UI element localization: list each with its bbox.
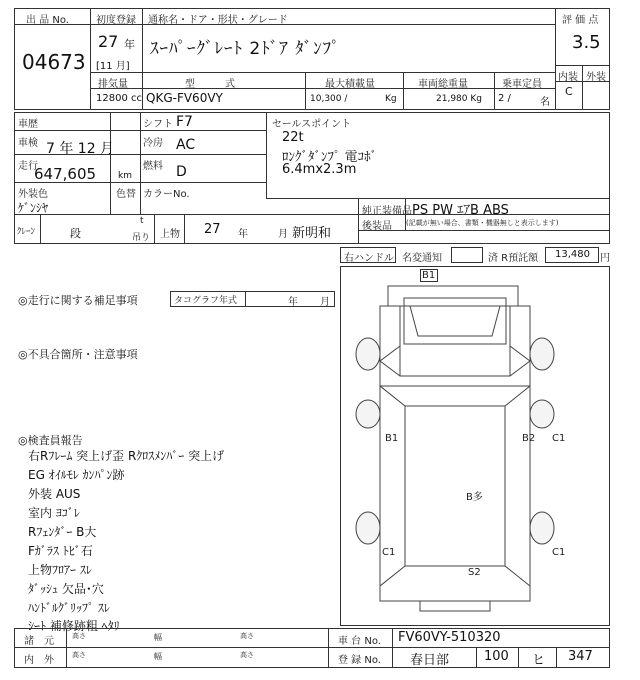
- recycle-yen: 円: [600, 253, 610, 264]
- reg-no-label: 登 録 No.: [338, 655, 381, 666]
- damage-mark: C1: [552, 547, 566, 558]
- inspector-line: EG ｵｲﾙﾓﾚ ｶﾝﾊﾟﾝ跡: [28, 468, 125, 482]
- footer-table: [14, 628, 610, 668]
- footer-h3: 高さ: [72, 651, 86, 659]
- footer-w2: 幅: [154, 652, 162, 661]
- name-label: 通称名・ドア・形状・グレード: [148, 15, 288, 26]
- inspector-title: ◎検査員報告: [18, 434, 83, 447]
- damage-mark: B多: [466, 492, 483, 503]
- driving-notes-title: ◎走行に関する補足事項: [18, 294, 138, 307]
- inspector-line: 室内 ﾖｺﾞﾚ: [28, 506, 80, 520]
- lot-number: 04673: [22, 50, 86, 74]
- capacity-unit: 名: [540, 97, 550, 108]
- inspector-line: 外装 AUS: [28, 487, 81, 501]
- gross-weight-value: 21,980 Kg: [436, 94, 482, 104]
- color-label: 外装色: [18, 189, 48, 200]
- sales-point-line-1: 22t: [282, 130, 304, 145]
- sales-point-line-2: ﾛﾝｸﾞﾀﾞﾝﾌﾟ 電ｺﾎﾞ: [282, 150, 378, 165]
- footer-w1: 幅: [154, 633, 162, 642]
- inspector-line: Rﾌｪﾝﾀﾞｰ B大: [28, 525, 97, 539]
- fuel-value: D: [176, 164, 187, 180]
- defects-title: ◎不具合箇所・注意事項: [18, 348, 138, 361]
- damage-mark: B2: [522, 433, 536, 444]
- inspection-value: 7 年 12 月: [46, 141, 115, 157]
- footer-row1-label: 諸 元: [24, 636, 54, 647]
- footer-row2-label: 内 外: [24, 655, 54, 666]
- name-change-box: [451, 247, 483, 263]
- capacity-label: 乗車定員: [502, 79, 542, 90]
- color-value: ｹﾞﾝｼﾔ: [18, 201, 49, 215]
- damage-mark: S2: [468, 567, 481, 578]
- mileage-label: 走行: [18, 161, 38, 172]
- inspector-line: Fｶﾞﾗｽ ﾄﾋﾞ石: [28, 544, 93, 558]
- steering-side-label: 右ハンドル: [344, 253, 394, 264]
- displacement-value: 12800 cc: [96, 93, 142, 104]
- chassis-label: 車 台 No.: [338, 636, 381, 647]
- reg-year-unit: 年: [124, 38, 135, 51]
- load-unit: Kg: [385, 94, 397, 104]
- inspector-line: 右Rﾌﾚｰﾑ 突上げ歪 Rｸﾛｽﾒﾝﾊﾞｰ 突上げ: [28, 449, 225, 463]
- gross-weight-label: 車両総重量: [418, 79, 468, 90]
- shift-value: F7: [176, 114, 193, 130]
- inspector-line: ｼｰﾄ 補修跡粗 ﾍﾀﾘ: [28, 619, 120, 633]
- upper-year: 27: [204, 222, 221, 237]
- color-code-label: カラーNo.: [143, 189, 190, 200]
- inspection-label: 車検: [18, 138, 38, 149]
- tacho-year-unit: 年: [288, 297, 298, 308]
- capacity-value: 2 /: [498, 93, 511, 104]
- damage-mark: C1: [552, 433, 566, 444]
- damage-mark: C1: [382, 547, 396, 558]
- model-code-value: QKG-FV60VY: [146, 91, 223, 105]
- recycle-label: 済 R預託額: [488, 253, 539, 264]
- model-code-label: 型 式: [185, 79, 235, 90]
- upper-maker: 新明和: [292, 226, 332, 241]
- footer-h2: 高さ: [240, 632, 254, 640]
- upper-label: 上物: [160, 229, 180, 240]
- reg-area: 春日部: [410, 653, 450, 668]
- displacement-label: 排気量: [98, 79, 128, 90]
- footer-h1: 高さ: [72, 632, 86, 640]
- upper-month-unit: 月: [278, 229, 288, 240]
- ac-label: 冷房: [143, 138, 163, 149]
- interior-label: 内装: [558, 72, 578, 83]
- name-change-label: 名変通知: [402, 253, 442, 264]
- aftermarket-label: 後装品: [362, 221, 392, 232]
- equipment-label: 純正装備品: [362, 206, 412, 217]
- equipment-value: PS PW ｴｱB ABS: [412, 203, 509, 218]
- damage-mark: B1: [385, 433, 399, 444]
- sales-point-label: セールスポイント: [272, 119, 352, 130]
- load-value: 10,300 /: [310, 94, 348, 104]
- interior-grade: C: [565, 85, 573, 98]
- reg-month: [11 月]: [96, 61, 130, 72]
- reg-label: 初度登録: [96, 15, 136, 26]
- tacho-month-unit: 月: [320, 297, 330, 308]
- ac-value: AC: [176, 137, 196, 153]
- reg-number: 347: [568, 649, 593, 664]
- fuel-label: 燃料: [143, 161, 163, 172]
- shift-label: シフト: [143, 119, 173, 130]
- inspector-line: ﾀﾞｯｼｭ 欠品･穴: [28, 582, 104, 596]
- mileage-unit: km: [118, 171, 132, 181]
- reg-class: 100: [484, 649, 509, 664]
- crane-stage: 段: [70, 227, 81, 240]
- history-label: 車歴: [18, 119, 38, 130]
- reg-year: 27: [98, 32, 119, 51]
- inspector-line: ﾊﾝﾄﾞﾙｸﾞﾘｯﾌﾟ ｽﾚ: [28, 601, 110, 615]
- upper-year-unit: 年: [238, 229, 248, 240]
- exterior-label: 外装: [586, 72, 606, 83]
- model-name: ｽｰﾊﾟｰｸﾞﾚｰﾄ 2ﾄﾞｱ ﾀﾞﾝﾌﾟ: [150, 39, 341, 59]
- crane-label: ｸﾚｰﾝ: [17, 227, 36, 237]
- grade-label: 評 価 点: [562, 15, 599, 26]
- crane-hang: 吊り: [132, 233, 151, 243]
- sales-point-line-3: 6.4mx2.3m: [282, 162, 357, 177]
- inspector-line: 上物ﾌﾛｱｰ ｽﾚ: [28, 563, 92, 577]
- color-change-label: 色替: [116, 189, 136, 200]
- mileage-value: 647,605: [34, 165, 97, 183]
- chassis-number: FV60VY-510320: [398, 630, 501, 645]
- tacho-label: タコグラフ年式: [174, 296, 238, 306]
- recycle-amount: 13,480: [555, 249, 590, 260]
- crane-ton: t: [140, 216, 144, 226]
- grade-value: 3.5: [572, 32, 601, 53]
- footer-h4: 高さ: [240, 651, 254, 659]
- aftermarket-note: (記載が無い場合、書類・機器無しと表示します): [406, 219, 559, 227]
- damage-mark: B1: [422, 270, 436, 281]
- load-label: 最大積載量: [325, 79, 375, 90]
- lot-label: 出 品 No.: [26, 15, 69, 26]
- reg-kana: ヒ: [532, 653, 546, 668]
